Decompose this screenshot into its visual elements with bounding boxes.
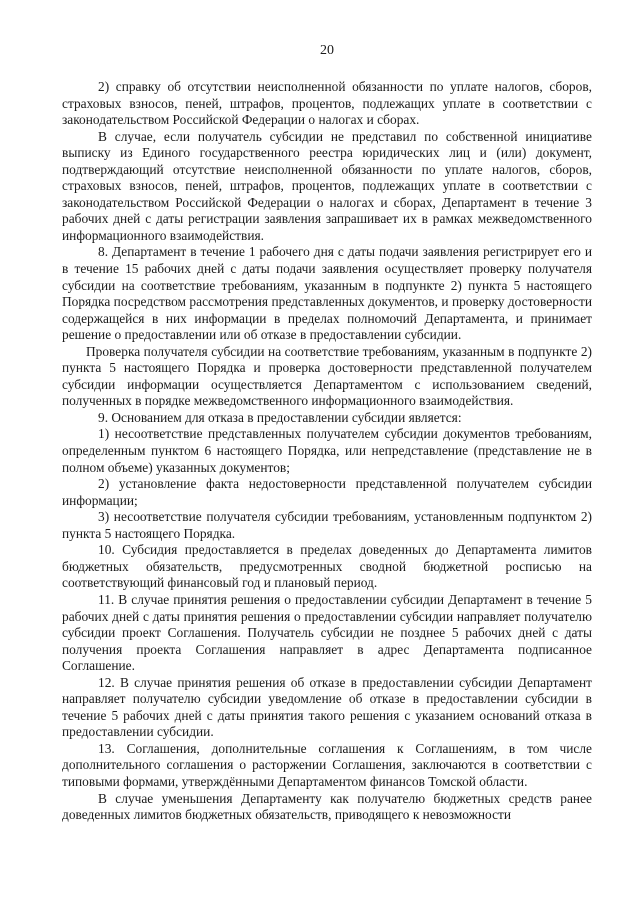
paragraph-limits-reduction: В случае уменьшения Департаменту как получателю бюджетных средств ранее доведенных лимитов бюджетных обязательств, приводящего к невозможности: [62, 790, 592, 823]
paragraph-item-8: 8. Департамент в течение 1 рабочего дня с даты подачи заявления регистрирует его и в течение 15 рабочих дней с даты подачи заявления осуществляет проверку получателя субсидии на соответствие требованиям, указанным в подпункте 2) пункта 5 настоящего Порядка посредством рассмотрения представленных документов, и проверку достоверности содержащейся в них информации в пределах полномочий Департамента, и принимает решение о предоставлении или об отказе в предоставлении субсидии.: [62, 244, 592, 343]
paragraph-item-13: 13. Соглашения, дополнительные соглашения к Соглашениям, в том числе дополнительного соглашения о расторжении Соглашения, заключаются в соответствии с типовыми формами, утверждёнными Департаментом финансов Томской области.: [62, 740, 592, 789]
paragraph-item-10: 10. Субсидия предоставляется в пределах доведенных до Департамента лимитов бюджетных обязательств, предусмотренных сводной бюджетной росписью на соответствующий финансовый год и плановый период.: [62, 542, 592, 591]
paragraph-item-9-1: 1) несоответствие представленных получателем субсидии документов требованиям, определенным пунктом 6 настоящего Порядка, или непредставление (представление не в полном объеме) указанных документов;: [62, 426, 592, 475]
paragraph-item-11: 11. В случае принятия решения о предоставлении субсидии Департамент в течение 5 рабочих дней с даты принятия решения о предоставлении субсидии направляет получателю субсидии проект Соглашения. Получатель субсидии не позднее 5 рабочих дней с даты получения проекта Соглашения направляет в адрес Департамента подписанное Соглашение.: [62, 591, 592, 674]
paragraph-item-12: 12. В случае принятия решения об отказе в предоставлении субсидии Департамент направляет получателю субсидии уведомление об отказе в предоставлении субсидии в течение 5 рабочих дней с даты принятия такого решения с указанием оснований отказа в предоставлении субсидии.: [62, 674, 592, 740]
paragraph-certificate: 2) справку об отсутствии неисполненной обязанности по уплате налогов, сборов, страховых взносов, пеней, штрафов, процентов, подлежащих уплате в соответствии с законодательством Российской Федерации о налогах и сборах.: [62, 79, 592, 128]
paragraph-item-9: 9. Основанием для отказа в предоставлении субсидии является:: [98, 409, 462, 425]
page-number: 20: [320, 43, 334, 58]
paragraph-interagency-request: В случае, если получатель субсидии не представил по собственной инициативе выписку из Единого государственного реестра юридических лиц и (или) документ, подтверждающий отсутствие неисполненной обязанности по уплате налогов, сборов, страховых взносов, пеней, штрафов, процентов, подлежащих уплате в соответствии с законодательством Российской Федерации о налогах и сборах, Департамент в течение 3 рабочих дней с даты регистрации заявления запрашивает их в рамках межведомственного информационного взаимодействия.: [62, 128, 592, 243]
paragraph-verification: Проверка получателя субсидии на соответствие требованиям, указанным в подпункте 2) пункта 5 настоящего Порядка и проверка достоверности представленной получателем субсидии информации осуществляется Департаментом с использованием сведений, полученных в порядке межведомственного информационного взаимодействия.: [62, 343, 592, 409]
paragraph-item-9-2: 2) установление факта недостоверности представленной получателем субсидии информации;: [62, 476, 592, 508]
paragraph-item-9-3: 3) несоответствие получателя субсидии требованиям, установленным подпунктом 2) пункта 5 настоящего Порядка.: [62, 509, 592, 541]
